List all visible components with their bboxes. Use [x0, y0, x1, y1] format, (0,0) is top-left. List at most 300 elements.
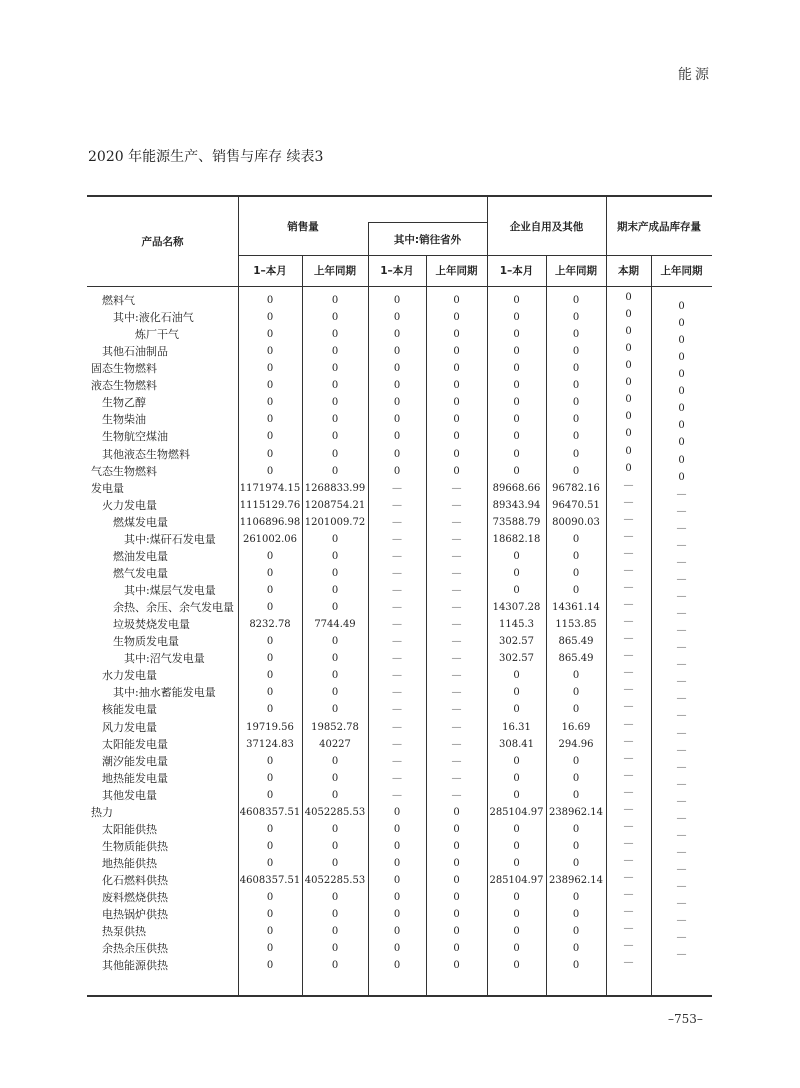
header-inventory: 期末产成品库存量: [617, 220, 701, 233]
table-cell: 80090.03: [552, 516, 600, 528]
table-cell: —: [676, 556, 687, 568]
table-cell: 0: [513, 789, 520, 801]
row-label: 太阳能供热: [102, 822, 157, 836]
table-cell: 0: [331, 704, 339, 716]
table-cell: 0: [453, 431, 460, 443]
table-cell: 0: [572, 397, 580, 409]
table-cell: 7744.49: [314, 619, 356, 631]
table-cell: —: [451, 585, 462, 597]
table-cell: —: [676, 761, 687, 773]
row-label: 生物柴油: [102, 413, 146, 427]
table-cell: 0: [393, 943, 401, 955]
table-cell: —: [451, 516, 462, 528]
table-cell: 308.41: [499, 738, 534, 750]
table-cell: 0: [453, 960, 460, 972]
table-cell: 0: [572, 380, 580, 392]
table-cell: 0: [453, 380, 460, 392]
table-cell: 1208754.21: [304, 499, 366, 511]
table-cell: —: [392, 550, 402, 562]
table-cell: 0: [513, 823, 520, 835]
table-cell: 0: [453, 346, 460, 358]
table-cell: 0: [266, 346, 274, 358]
table-cell: —: [451, 636, 462, 648]
subheader-sales-prior: 上年同期: [314, 265, 356, 277]
table-cell: —: [676, 676, 687, 688]
table-cell: —: [451, 670, 462, 682]
table-cell: 0: [331, 772, 339, 784]
table-cell: 0: [331, 295, 339, 306]
table-cell: 0: [625, 411, 632, 423]
table-cell: —: [392, 687, 402, 699]
table-cell: 4608357.51: [239, 875, 301, 887]
table-cell: —: [451, 550, 462, 562]
table-cell: 0: [453, 363, 460, 375]
table-cell: 0: [513, 567, 520, 579]
table-cell: 0: [331, 329, 339, 341]
table-cell: 0: [678, 369, 685, 381]
table-cell: —: [676, 488, 687, 500]
table-cell: 0: [266, 755, 274, 767]
table-cell: 0: [331, 636, 339, 648]
table-cell: —: [392, 738, 402, 750]
table-cell: 1145.3: [499, 619, 534, 631]
table-cell: —: [676, 881, 687, 893]
table-cell: 0: [331, 789, 339, 801]
row-label: 风力发电量: [102, 720, 157, 734]
table-cell: —: [623, 769, 634, 781]
table-cell: —: [392, 533, 402, 545]
table-cell: —: [676, 829, 687, 841]
header-self-use: 企业自用及其他: [509, 220, 584, 233]
table-cell: 0: [625, 343, 632, 355]
table-cell: 0: [678, 386, 685, 398]
table-cell: —: [392, 653, 402, 665]
table-cell: 0: [513, 380, 520, 392]
table-cell: 0: [266, 312, 274, 324]
table-cell: 0: [572, 363, 580, 375]
table-cell: —: [623, 837, 634, 849]
table-cell: 0: [453, 926, 460, 938]
table-cell: 0: [266, 550, 274, 562]
table-cell: 0: [393, 806, 401, 818]
row-label: 其中:抽水蓄能发电量: [113, 686, 216, 700]
table-cell: 0: [572, 789, 580, 801]
table-cell: —: [676, 608, 687, 620]
table-cell: 16.69: [561, 721, 591, 733]
table-cell: 40227: [319, 738, 351, 750]
table-cell: 0: [513, 363, 520, 375]
table-cell: 0: [678, 335, 685, 347]
table-cell: 0: [453, 414, 460, 426]
table-cell: —: [392, 636, 402, 648]
table-cell: —: [676, 710, 687, 722]
table-cell: —: [623, 582, 634, 594]
table-cell: 0: [266, 653, 274, 665]
table-cell: 89343.94: [492, 499, 541, 511]
table-cell: 0: [513, 329, 520, 341]
table-cell: 0: [266, 448, 274, 460]
table-cell: 1115129.76: [239, 499, 301, 511]
table-cell: 0: [331, 926, 339, 938]
subheader-inventory-current: 本期: [618, 265, 639, 277]
row-label: 生物质发电量: [113, 635, 179, 649]
table-cell: —: [451, 602, 462, 614]
table-cell: 0: [266, 789, 274, 801]
table-cell: 96470.51: [552, 499, 600, 511]
table-cell: 0: [266, 465, 274, 477]
table-cell: 0: [572, 312, 580, 324]
table-cell: —: [451, 687, 462, 699]
table-cell: —: [392, 516, 402, 528]
row-label: 地热能发电量: [102, 771, 168, 785]
table-cell: 0: [331, 567, 339, 579]
row-label: 垃圾焚烧发电量: [113, 618, 190, 632]
table-cell: —: [451, 482, 462, 494]
table-cell: —: [623, 906, 634, 918]
table-cell: 0: [513, 414, 520, 426]
energy-table: [87, 195, 712, 997]
table-cell: 285104.97: [489, 875, 544, 887]
table-cell: —: [623, 684, 634, 696]
subheader-out-prior: 上年同期: [435, 265, 478, 277]
table-cell: —: [623, 547, 634, 559]
table-cell: 0: [393, 960, 401, 972]
table-cell: 0: [678, 318, 685, 330]
table-cell: 4052285.53: [304, 806, 366, 818]
table-cell: —: [676, 727, 687, 739]
table-cell: 285104.97: [489, 806, 544, 818]
table-cell: 0: [513, 550, 520, 562]
table-cell: 0: [678, 454, 685, 466]
table-cell: 0: [572, 960, 580, 972]
table-cell: —: [676, 744, 687, 756]
row-label: 热泵供热: [102, 925, 146, 939]
table-cell: 0: [625, 292, 632, 303]
row-label: 余热、余压、余气发电量: [113, 601, 234, 615]
table-cell: 0: [393, 465, 401, 477]
header-sales-out-of-province: 其中:销往省外: [393, 233, 462, 246]
table-cell: 16.31: [502, 721, 531, 733]
table-cell: 0: [393, 363, 401, 375]
table-cell: 0: [513, 755, 520, 767]
table-cell: 1106896.98: [239, 516, 301, 528]
table-cell: —: [451, 755, 462, 767]
table-cell: 0: [393, 414, 401, 426]
table-cell: 0: [453, 892, 460, 904]
table-cell: 0: [393, 346, 401, 358]
row-label: 化石燃料供热: [102, 874, 168, 888]
table-cell: 0: [331, 363, 339, 375]
table-cell: 0: [331, 653, 339, 665]
table-cell: 0: [266, 926, 274, 938]
table-cell: —: [451, 721, 462, 733]
header-sales: 销售量: [287, 220, 319, 233]
table-cell: 0: [453, 329, 460, 341]
table-cell: 0: [266, 960, 274, 972]
table-cell: 0: [453, 823, 460, 835]
table-cell: —: [623, 530, 634, 542]
table-cell: —: [451, 619, 462, 631]
table-cell: —: [676, 539, 687, 551]
table-cell: 0: [331, 533, 339, 545]
table-cell: 0: [572, 533, 580, 545]
table-cell: 0: [678, 403, 685, 415]
table-cell: —: [623, 633, 634, 645]
table-cell: 0: [513, 448, 520, 460]
table-cell: 0: [572, 550, 580, 562]
table-cell: 0: [393, 823, 401, 835]
row-label: 生物航空煤油: [102, 430, 168, 444]
row-label: 火力发电量: [102, 498, 157, 512]
table-cell: 0: [572, 670, 580, 682]
table-cell: 4608357.51: [239, 806, 301, 818]
table-cell: —: [623, 479, 634, 491]
table-cell: —: [451, 704, 462, 716]
table-cell: —: [623, 496, 634, 508]
table-cell: 294.96: [558, 738, 594, 750]
row-label: 燃油发电量: [113, 549, 168, 563]
table-cell: —: [676, 659, 687, 671]
table-cell: 0: [393, 892, 401, 904]
table-cell: 0: [513, 909, 520, 921]
table-cell: 0: [266, 602, 274, 614]
table-cell: 0: [331, 550, 339, 562]
table-cell: 0: [331, 823, 339, 835]
table-cell: —: [623, 752, 634, 764]
page-number: –753–: [668, 1012, 703, 1026]
table-cell: 0: [453, 943, 460, 955]
table-cell: 0: [513, 346, 520, 358]
row-label: 余热余压供热: [102, 942, 168, 956]
table-cell: 0: [572, 295, 580, 306]
table-cell: 0: [572, 414, 580, 426]
table-cell: —: [676, 898, 687, 910]
table-cell: 0: [331, 312, 339, 324]
table-cell: 0: [393, 397, 401, 409]
table-cell: —: [676, 573, 687, 585]
table-cell: 0: [266, 704, 274, 716]
table-cell: 0: [266, 823, 274, 835]
table-cell: 302.57: [499, 636, 534, 648]
table-cell: —: [623, 923, 634, 935]
table-cell: 0: [393, 295, 401, 306]
table-cell: 865.49: [558, 653, 594, 665]
row-label: 其中:液化石油气: [113, 311, 194, 325]
table-cell: —: [392, 602, 402, 614]
table-cell: —: [623, 803, 634, 815]
table-cell: 0: [393, 840, 401, 852]
table-cell: 0: [266, 840, 274, 852]
table-cell: 0: [393, 329, 401, 341]
table-cell: —: [676, 522, 687, 534]
table-cell: —: [623, 872, 634, 884]
table-cell: —: [451, 533, 462, 545]
table-cell: 0: [393, 857, 401, 869]
table-cell: 1201009.72: [304, 516, 366, 528]
table-cell: 0: [331, 431, 339, 443]
table-cell: 0: [572, 465, 580, 477]
table-cell: —: [623, 735, 634, 747]
table-cell: —: [392, 772, 402, 784]
table-cell: 0: [513, 892, 520, 904]
table-cell: 0: [513, 960, 520, 972]
subheader-selfuse-prior: 上年同期: [555, 265, 597, 277]
table-cell: 0: [678, 437, 685, 449]
table-cell: 0: [572, 840, 580, 852]
table-cell: 0: [393, 312, 401, 324]
table-cell: 0: [453, 857, 460, 869]
table-cell: 14307.28: [492, 602, 541, 614]
table-cell: 238962.14: [548, 806, 604, 818]
table-cell: —: [392, 670, 402, 682]
table-cell: 0: [266, 636, 274, 648]
table-cell: 0: [513, 857, 520, 869]
table-cell: 0: [393, 448, 401, 460]
table-cell: 0: [513, 687, 520, 699]
row-label: 气态生物燃料: [91, 464, 157, 478]
table-cell: 4052285.53: [304, 875, 366, 887]
row-label: 核能发电量: [102, 703, 157, 717]
row-label: 地热能供热: [102, 856, 157, 870]
table-cell: 0: [572, 857, 580, 869]
table-cell: —: [623, 718, 634, 730]
table-cell: 0: [266, 687, 274, 699]
table-cell: 0: [266, 772, 274, 784]
table-cell: —: [623, 564, 634, 576]
row-label: 废料燃烧供热: [102, 891, 168, 905]
table-cell: 0: [513, 431, 520, 443]
table-cell: 0: [453, 840, 460, 852]
table-cell: 0: [331, 909, 339, 921]
row-label: 其中:沼气发电量: [124, 652, 205, 666]
table-cell: 0: [266, 857, 274, 869]
table-cell: 0: [513, 840, 520, 852]
table-cell: 0: [331, 857, 339, 869]
row-label: 太阳能发电量: [102, 737, 168, 751]
header-product-name: 产品名称: [141, 236, 184, 248]
table-cell: —: [623, 889, 634, 901]
table-cell: 0: [572, 755, 580, 767]
table-cell: 0: [572, 772, 580, 784]
table-cell: —: [392, 755, 402, 767]
table-cell: 0: [572, 431, 580, 443]
table-cell: —: [623, 957, 634, 969]
table-cell: 14361.14: [552, 602, 600, 614]
table-cell: —: [623, 513, 634, 525]
table-cell: 0: [266, 414, 274, 426]
table-cell: 37124.83: [246, 738, 294, 750]
row-label: 热力: [91, 805, 113, 819]
table-cell: —: [623, 599, 634, 611]
table-cell: 0: [513, 465, 520, 477]
table-cell: —: [392, 499, 402, 511]
table-cell: —: [676, 778, 687, 790]
table-cell: 0: [513, 585, 520, 597]
table-cell: 0: [572, 943, 580, 955]
table-cell: —: [392, 567, 402, 579]
table-cell: 0: [266, 892, 274, 904]
table-cell: —: [623, 701, 634, 713]
table-cell: 0: [625, 394, 632, 406]
table-cell: —: [623, 650, 634, 662]
subheader-inventory-prior: 上年同期: [660, 265, 703, 277]
row-label: 水力发电量: [102, 669, 157, 683]
table-cell: 0: [331, 414, 339, 426]
table-cell: 0: [331, 670, 339, 682]
table-cell: —: [676, 949, 687, 961]
table-cell: —: [392, 585, 402, 597]
table-cell: —: [623, 667, 634, 679]
table-cell: —: [676, 693, 687, 705]
table-cell: —: [676, 846, 687, 858]
table-cell: —: [392, 704, 402, 716]
table-cell: —: [676, 591, 687, 603]
table-cell: 0: [266, 670, 274, 682]
table-cell: 0: [266, 943, 274, 955]
row-label: 电热锅炉供热: [102, 908, 168, 922]
row-label: 液态生物燃料: [91, 379, 157, 393]
table-cell: 1171974.15: [239, 482, 301, 494]
row-label: 炼厂干气: [135, 328, 179, 342]
table-cell: 0: [678, 301, 685, 312]
table-cell: —: [451, 499, 462, 511]
table-cell: 0: [572, 346, 580, 358]
table-cell: —: [451, 772, 462, 784]
table-cell: 0: [266, 909, 274, 921]
row-label: 生物质能供热: [102, 839, 168, 853]
table-cell: 0: [266, 380, 274, 392]
table-cell: 0: [331, 960, 339, 972]
row-label: 其他发电量: [102, 788, 157, 802]
table-cell: 0: [572, 892, 580, 904]
table-cell: 0: [393, 875, 401, 887]
table-cell: 0: [513, 312, 520, 324]
table-cell: 0: [572, 585, 580, 597]
table-cell: 0: [331, 448, 339, 460]
table-cell: 0: [266, 567, 274, 579]
row-label: 发电量: [91, 481, 124, 495]
table-cell: 0: [393, 380, 401, 392]
table-cell: 0: [266, 363, 274, 375]
table-cell: 0: [625, 360, 632, 372]
table-cell: —: [451, 789, 462, 801]
table-cell: 0: [331, 943, 339, 955]
table-cell: 1268833.99: [304, 482, 366, 494]
table-cell: —: [676, 625, 687, 637]
table-title: 2020 年能源生产、销售与库存 续表3: [88, 149, 324, 165]
table-cell: 89668.66: [492, 482, 541, 494]
table-cell: 0: [266, 397, 274, 409]
table-cell: 302.57: [499, 653, 534, 665]
row-label: 其他石油制品: [102, 345, 168, 359]
table-cell: 0: [453, 909, 460, 921]
table-cell: 0: [393, 926, 401, 938]
table-cell: —: [392, 482, 402, 494]
table-cell: 0: [625, 309, 632, 321]
row-label: 生物乙醇: [102, 396, 146, 410]
table-cell: 0: [453, 875, 460, 887]
table-cell: 0: [513, 926, 520, 938]
table-cell: 0: [393, 431, 401, 443]
table-cell: 8232.78: [249, 619, 291, 631]
table-cell: 0: [266, 585, 274, 597]
table-cell: 0: [625, 377, 632, 389]
table-cell: —: [676, 812, 687, 824]
table-cell: 0: [513, 397, 520, 409]
table-cell: 238962.14: [548, 875, 604, 887]
table-cell: —: [392, 789, 402, 801]
header-bottom-rule: [87, 286, 712, 287]
